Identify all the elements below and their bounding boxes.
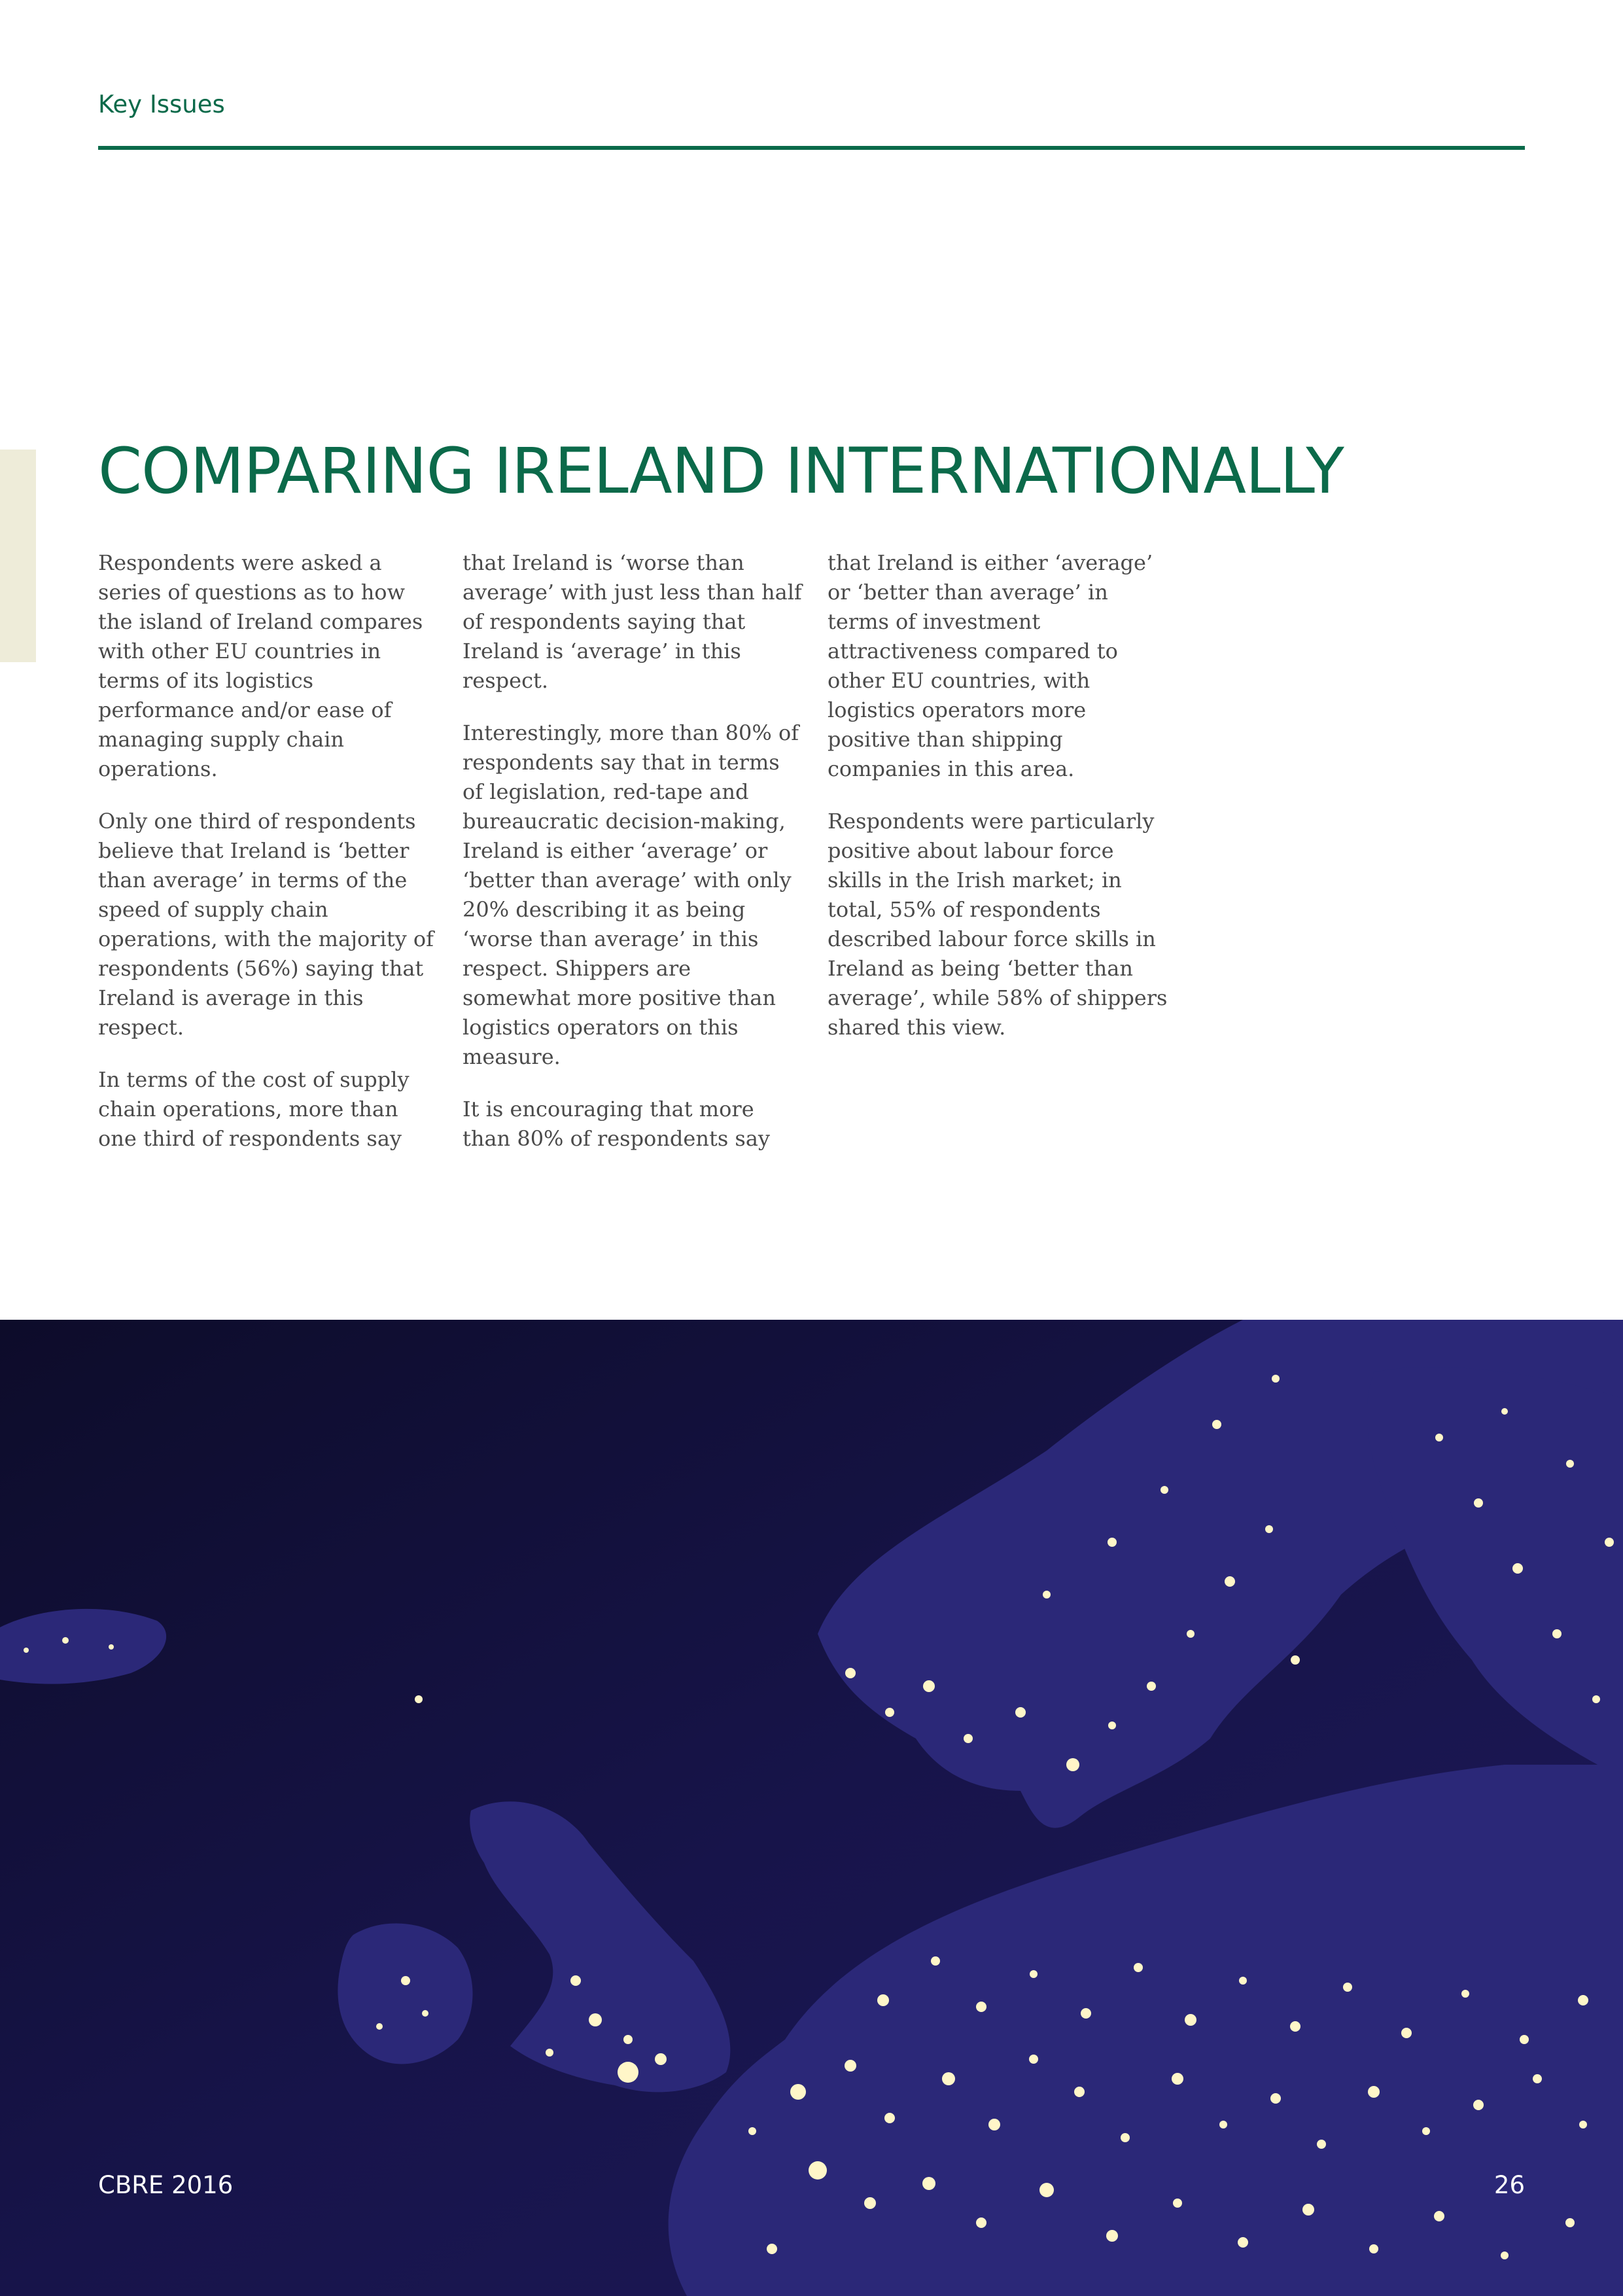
text-column-2 bbox=[462, 548, 803, 1176]
side-tab-marker bbox=[0, 450, 36, 662]
header-divider bbox=[98, 146, 1525, 150]
paragraph: that Ireland is either ‘average’ or ‘better than average’ in terms of investment attractiveness compared to other EU countries, with logistics operators more positive than shipping companies in this area. bbox=[828, 550, 1153, 781]
section-label: Key Issues bbox=[98, 90, 225, 118]
paragraph: Only one third of respondents believe that Ireland is ‘better than average’ in terms of the speed of supply chain operations, with the majority of respondents (56%) saying that Ireland is average in this respect. bbox=[98, 809, 434, 1040]
paragraph: Interestingly, more than 80% of respondents say that in terms of legislation, red-tape and bureaucratic decision-making, Ireland is either ‘average’ or ‘better than average’ with only 20% describing it as being ‘worse than average’ in this respect. Shippers are somewhat more positive than logistics operators on this measure. bbox=[462, 720, 799, 1069]
text-column-3 bbox=[828, 548, 1168, 1065]
footer-publisher: CBRE 2016 bbox=[98, 2171, 234, 2199]
text-column-1 bbox=[98, 548, 438, 1176]
paragraph: In terms of the cost of supply chain operations, more than one third of respondents say bbox=[98, 1067, 410, 1151]
paragraph: Respondents were asked a series of questions as to how the island of Ireland compares with other EU countries in terms of its logistics performance and/or ease of managing supply chain operations. bbox=[98, 550, 423, 781]
paragraph: that Ireland is ‘worse than average’ with just less than half of respondents saying that Ireland is ‘average’ in this respect. bbox=[462, 550, 802, 693]
page-number: 26 bbox=[1493, 2171, 1525, 2199]
europe-night-satellite-image bbox=[0, 1320, 1623, 2296]
paragraph: It is encouraging that more than 80% of respondents say bbox=[462, 1097, 770, 1151]
page-title: COMPARING IRELAND INTERNATIONALLY bbox=[98, 434, 1344, 508]
paragraph: Respondents were particularly positive about labour force skills in the Irish market; in total, 55% of respondents described labour force skills in Ireland as being ‘better than average’, while 58% of shippers shared this view. bbox=[828, 809, 1168, 1040]
